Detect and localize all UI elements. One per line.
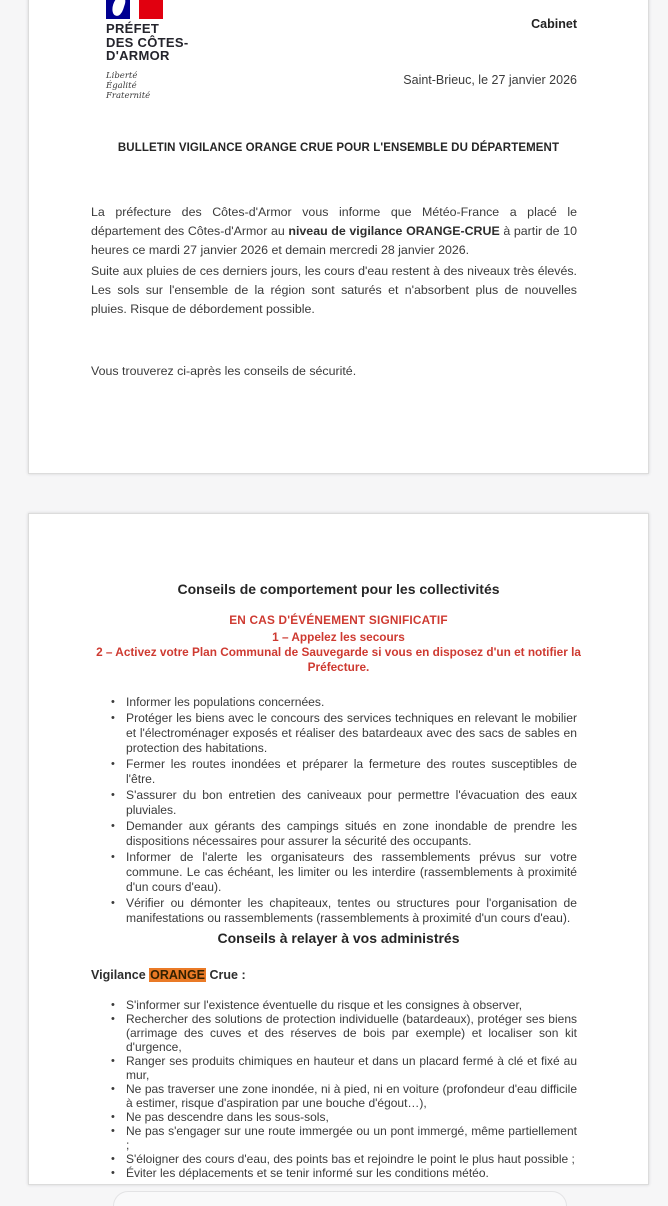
list-item: • Rechercher des solutions de protection individuelle (batardeaux), protéger ses biens (arrimage des cuves et des réserves de bois par exemple) et localiser son kit d'urgence, [106,1012,577,1054]
list-item: • S'informer sur l'existence éventuelle du risque et les consignes à observer, [106,998,577,1012]
alert-step-1: 1 – Appelez les secours [272,630,405,644]
paragraph-vigilance-bold: niveau de vigilance ORANGE-CRUE [288,224,500,239]
list-item: • Ne pas traverser une zone inondée, ni à pied, ni en voiture (profondeur d'eau difficile à estimer, risque d'aspiration par une bouche d'égout…), [106,1082,577,1110]
list-item: • Informer de l'alerte les organisateurs des rassemblements prévus sur votre commune. Le cas échéant, les limiter ou les interdire (rassemblements à proximité d'un cours d'eau). [106,850,577,895]
paragraph-situation: Suite aux pluies de ces derniers jours, les cours d'eau restent à des niveaux très élevés. Les sols sur l'ensemble de la région sont saturés et n'absorbent plus de nouvelles pluies. Risque de débordement possible. [91,264,577,317]
logo-title [106,22,188,63]
document-page-1 [28,0,649,474]
list-item: • Ne pas descendre dans les sous-sols, [106,1110,577,1124]
list-item: • Protéger les biens avec le concours des services techniques en relevant le mobilier et l'électroménager exposés et réaliser des batardeaux avec des sacs de sables en protection des habitations. [106,711,577,756]
list-item: • Informer les populations concernées. [106,695,577,710]
paragraph-vigilance [91,203,577,260]
paragraph-vigilance-suffix: à partir de 10 heures ce mardi 27 janvier 2026 et demain mercredi 28 janvier 2026. [91,224,577,258]
dateline: Saint-Brieuc, le 27 janvier 2026 [403,73,577,87]
cabinet-label: Cabinet [531,17,577,31]
heading-collectivites: Conseils de comportement pour les collectivités [177,581,500,597]
alert-step-2: 2 – Activez votre Plan Communal de Sauvegarde si vous en disposez d'un et notifier la Préfecture. [96,645,581,674]
motto-line: Liberté [106,70,138,81]
french-flag-icon [106,0,163,19]
paragraph-conseils-intro: Vous trouverez ci-après les conseils de sécurité. [91,364,357,379]
alert-significant-event: EN CAS D'ÉVÉNEMENT SIGNIFICATIF [229,613,448,627]
heading-administres: Conseils à relayer à vos administrés [217,930,460,946]
bottom-sheet-top[interactable] [113,1191,567,1206]
vigilance-highlighted-word: ORANGE [150,968,206,982]
list-item: • Fermer les routes inondées et préparer la fermeture des routes susceptibles de l'être. [106,757,577,787]
administres-bullet-list [106,998,577,1180]
list-item: • Demander aux gérants des campings situés en zone inondable de prendre les dispositions nécessaires pour assurer la sécurité des occupants. [106,819,577,849]
list-item: • Ranger ses produits chimiques en hauteur et dans un placard fermé à clé et fixé au mur, [106,1054,577,1082]
motto-line: Égalité [106,80,137,91]
logo-motto [106,71,188,101]
vigilance-prefix: Vigilance [91,968,150,982]
vigilance-suffix: Crue : [206,968,246,982]
logo-title-line: PRÉFET [106,21,160,36]
document-page-2 [28,513,649,1185]
list-item: • S'assurer du bon entretien des caniveaux pour permettre l'évacuation des eaux pluviales. [106,788,577,818]
list-item: • Ne pas s'engager sur une route immergée ou un pont immergé, même partiellement ; [106,1124,577,1152]
motto-line: Fraternité [106,90,151,101]
logo-title-line: D'ARMOR [106,48,170,63]
logo-title-line: DES CÔTES- [106,34,189,50]
bulletin-title: BULLETIN VIGILANCE ORANGE CRUE POUR L'ENSEMBLE DU DÉPARTEMENT [117,142,560,154]
paragraph-vigilance-prefix: La préfecture des Côtes-d'Armor vous informe que Météo-France a placé le département des Côtes-d'Armor au [91,205,577,239]
list-item: • Éviter les déplacements et se tenir informé sur les conditions météo. [106,1166,577,1180]
list-item: • S'éloigner des cours d'eau, des points bas et rejoindre le point le plus haut possible ; [106,1152,577,1166]
list-item: • Vérifier ou démonter les chapiteaux, tentes ou structures pour l'organisation de manifestations ou rassemblements (rassemblements à proximité d'un cours d'eau). [106,896,577,926]
collectivites-bullet-list [106,695,577,927]
vigilance-orange-label [91,968,246,982]
prefecture-logo [106,0,188,101]
